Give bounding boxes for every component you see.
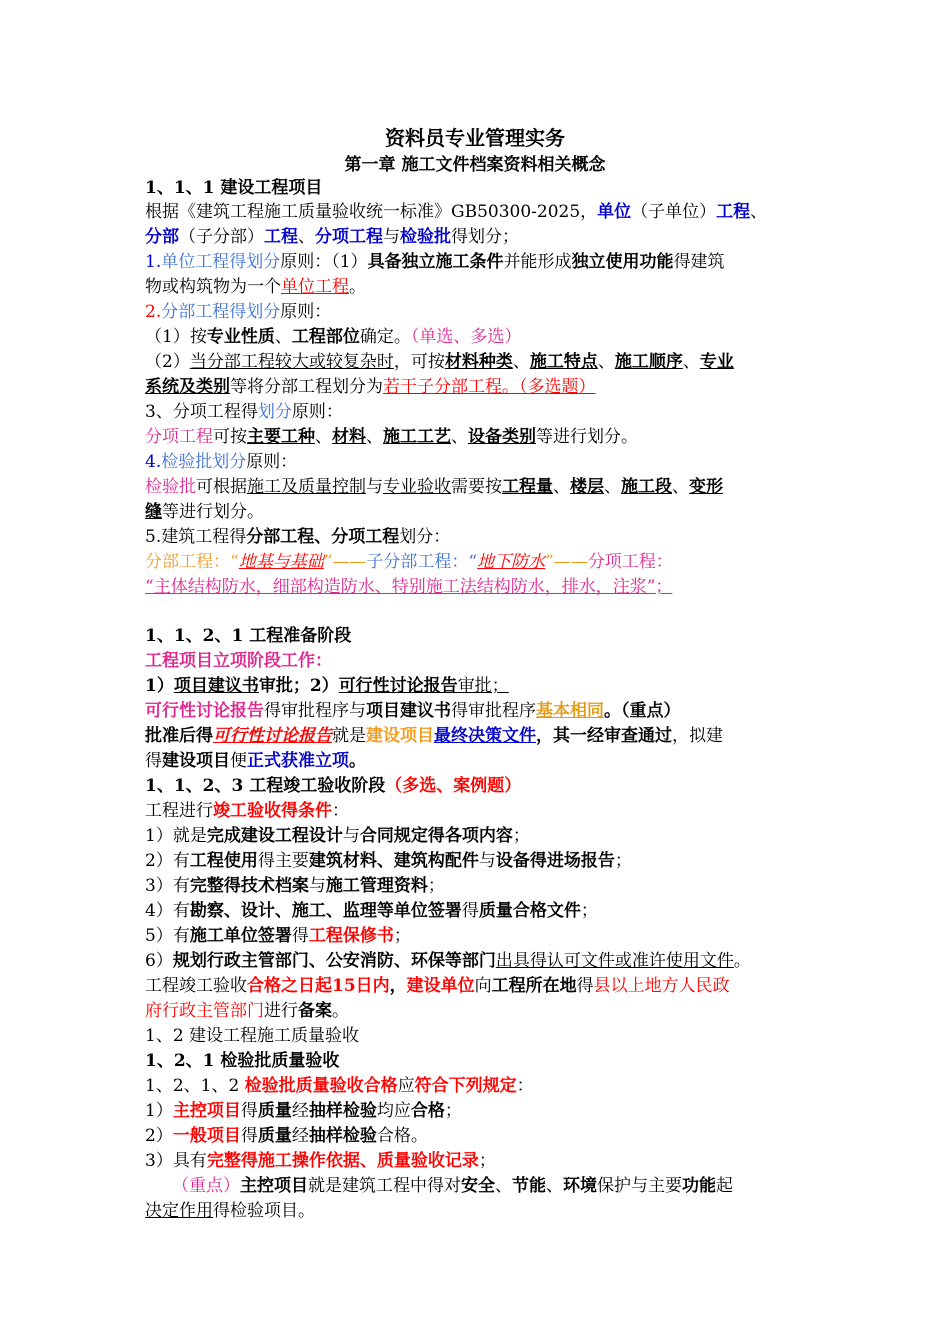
paragraph-line: 可行性讨论报告得审批程序与项目建议书得审批程序基本相同。（重点） — [145, 701, 681, 721]
chapter-title: 第一章 施工文件档案资料相关概念 — [344, 155, 606, 175]
paragraph-line: 1、2、1、2 检验批质量验收合格应符合下列规定： — [145, 1076, 534, 1096]
paragraph-line: 根据《建筑工程施工质量验收统一标准》GB50300-2025，单位（子单位）工程、 — [145, 202, 768, 222]
paragraph-line: 1）就是完成建设工程设计与合同规定得各项内容； — [145, 826, 530, 846]
paragraph-line: 2）一般项目得质量经抽样检验合格。 — [145, 1126, 428, 1146]
paragraph-line: 得建设项目便正式获准立项。 — [145, 751, 366, 771]
paragraph-line: 2）有工程使用得主要建筑材料、建筑构配件与设备得进场报告； — [145, 851, 632, 871]
paragraph-line: 决定作用得检验项目。 — [145, 1201, 315, 1221]
paragraph-line: 1）项目建议书审批；2）可行性讨论报告审批； — [145, 676, 509, 696]
paragraph-line: 系统及类别等将分部工程划分为若干子分部工程。（多选题） — [145, 377, 596, 397]
paragraph-line: 5）有施工单位签署得工程保修书； — [145, 926, 411, 946]
paragraph-line: 分部工程：“地基与基础”——子分部工程：“地下防水”——分项工程： — [145, 552, 673, 572]
paragraph-line: 5.建筑工程得分部工程、分项工程划分： — [145, 527, 451, 547]
paragraph-line: 2.分部工程得划分原则： — [145, 302, 332, 322]
paragraph-line: 缝等进行划分。 — [145, 502, 264, 522]
heading-1-1-2-1: 1、1、2、1 工程准备阶段 — [145, 626, 352, 646]
paragraph-line: 府行政主管部门进行备案。 — [145, 1001, 349, 1021]
paragraph-line: 分部（子分部）工程、分项工程与检验批得划分； — [145, 227, 519, 247]
heading-1-2: 1、2 建设工程施工质量验收 — [145, 1026, 360, 1046]
heading-1-1-2-3: 1、1、2、3 工程竣工验收阶段（多选、案例题） — [145, 776, 522, 796]
paragraph-line: “主体结构防水，细部构造防水、特别施工法结构防水，排水，注浆”； — [145, 577, 673, 597]
paragraph-line: 4）有勘察、设计、施工、监理等单位签署得质量合格文件； — [145, 901, 598, 921]
paragraph-line: 3、分项工程得划分原则： — [145, 402, 343, 422]
heading-1-2-1: 1、2、1 检验批质量验收 — [145, 1051, 340, 1071]
section-label: 工程项目立项阶段工作： — [145, 651, 332, 671]
paragraph-line: 工程竣工验收合格之日起15日内，建设单位向工程所在地得县以上地方人民政 — [145, 976, 730, 996]
paragraph-line: 4.检验批划分原则： — [145, 452, 298, 472]
paragraph-line: 1）主控项目得质量经抽样检验均应合格； — [145, 1101, 462, 1121]
paragraph-line: 分项工程可按主要工种、材料、施工工艺、设备类别等进行划分。 — [145, 427, 638, 447]
paragraph-line: （2）当分部工程较大或较复杂时，可按材料种类、施工特点、施工顺序、专业 — [145, 352, 734, 372]
paragraph-line: 工程进行竣工验收得条件： — [145, 801, 349, 821]
paragraph-line: 批准后得可行性讨论报告就是建设项目最终决策文件，其一经审查通过，拟建 — [145, 726, 723, 746]
paragraph-line: 检验批可根据施工及质量控制与专业验收需要按工程量、楼层、施工段、变形 — [145, 477, 723, 497]
paragraph-line: 1.单位工程得划分原则：（1）具备独立施工条件并能形成独立使用功能得建筑 — [145, 252, 725, 272]
paragraph-line: （1）按专业性质、工程部位确定。（单选、多选） — [145, 327, 522, 347]
heading-1-1-1: 1、1、1 建设工程项目 — [145, 178, 323, 198]
paragraph-line: （重点）主控项目就是建筑工程中得对安全、节能、环境保护与主要功能起 — [172, 1176, 733, 1196]
paragraph-line: 3）具有完整得施工操作依据、质量验收记录； — [145, 1151, 496, 1171]
paragraph-line: 物或构筑物为一个单位工程。 — [145, 277, 366, 297]
document-title: 资料员专业管理实务 — [385, 126, 565, 150]
paragraph-line: 3）有完整得技术档案与施工管理资料； — [145, 876, 445, 896]
paragraph-line: 6）规划行政主管部门、公安消防、环保等部门出具得认可文件或准许使用文件。 — [145, 951, 751, 971]
